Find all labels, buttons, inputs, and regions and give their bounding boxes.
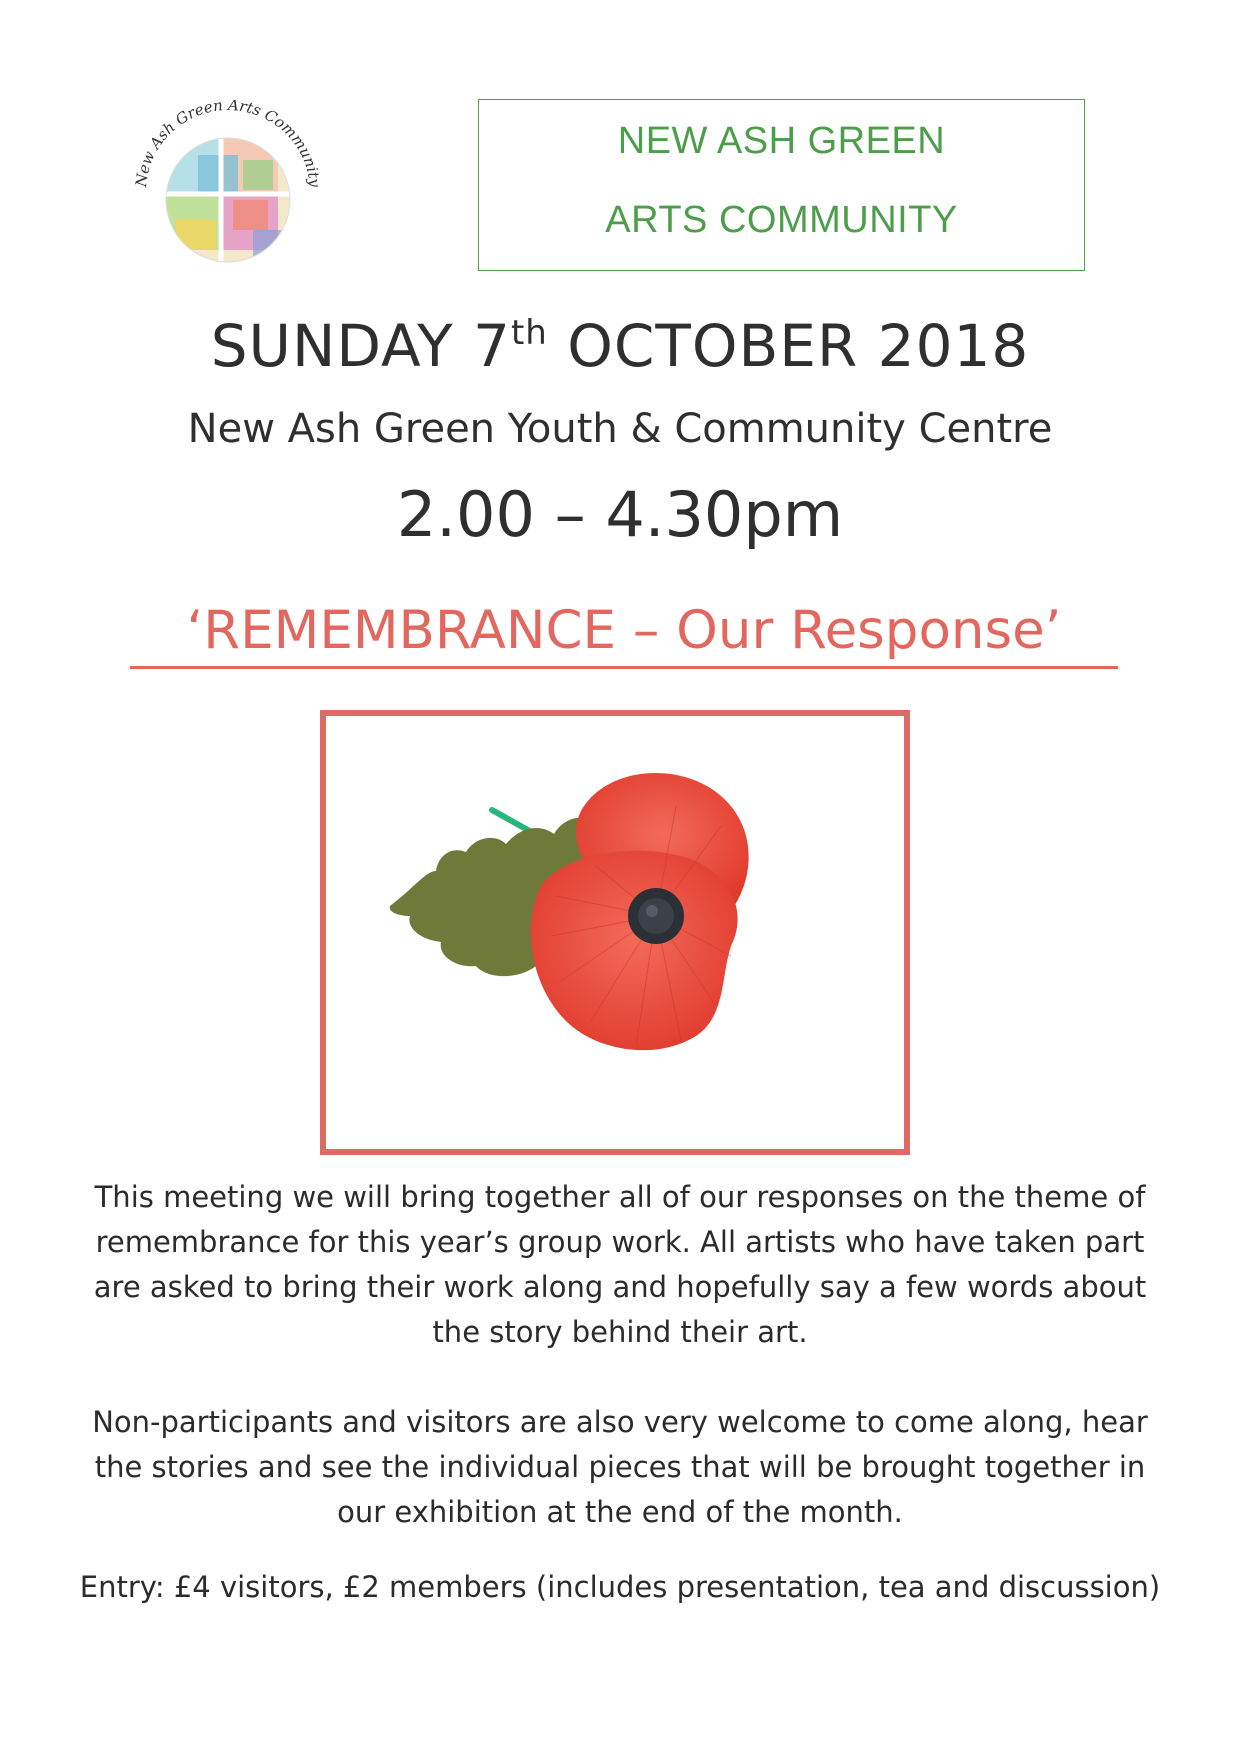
theme-underline [130,666,1118,669]
event-date-ordinal: th [510,313,548,353]
event-venue: New Ash Green Youth & Community Centre [187,406,1053,452]
event-time: 2.00 – 4.30pm [396,478,844,551]
organisation-name-line1: NEW ASH GREEN [617,120,946,162]
event-theme-title: ‘REMEMBRANCE – Our Response’ [186,600,1062,661]
svg-text:New Ash Green Arts Community: New Ash Green Arts Community [131,100,324,188]
organisation-name-line2: ARTS COMMUNITY [605,199,958,241]
visitors-paragraph: Non-participants and visitors are also very welcome to come along, hear the stories and see the individual pieces that will be brought together in our exhibition at the end of the month. [92,1405,1148,1529]
description-paragraph: This meeting we will bring together all of our responses on the theme of remembrance for this year’s group work. All artists who have taken part are asked to bring their work along and hopefully say a few words about the story behind their art. [93,1180,1147,1349]
event-date-rest: OCTOBER 2018 [547,312,1030,380]
poppy-image-frame [320,710,910,1155]
organisation-name-box [478,99,1085,271]
event-date-prefix: SUNDAY 7 [210,312,511,380]
entry-price-text: Entry: £4 visitors, £2 members (includes presentation, tea and discussion) [79,1570,1161,1604]
event-date [0,312,1240,380]
logo-image [128,100,328,300]
poppy-image [326,716,904,1149]
arts-community-logo [128,100,328,300]
